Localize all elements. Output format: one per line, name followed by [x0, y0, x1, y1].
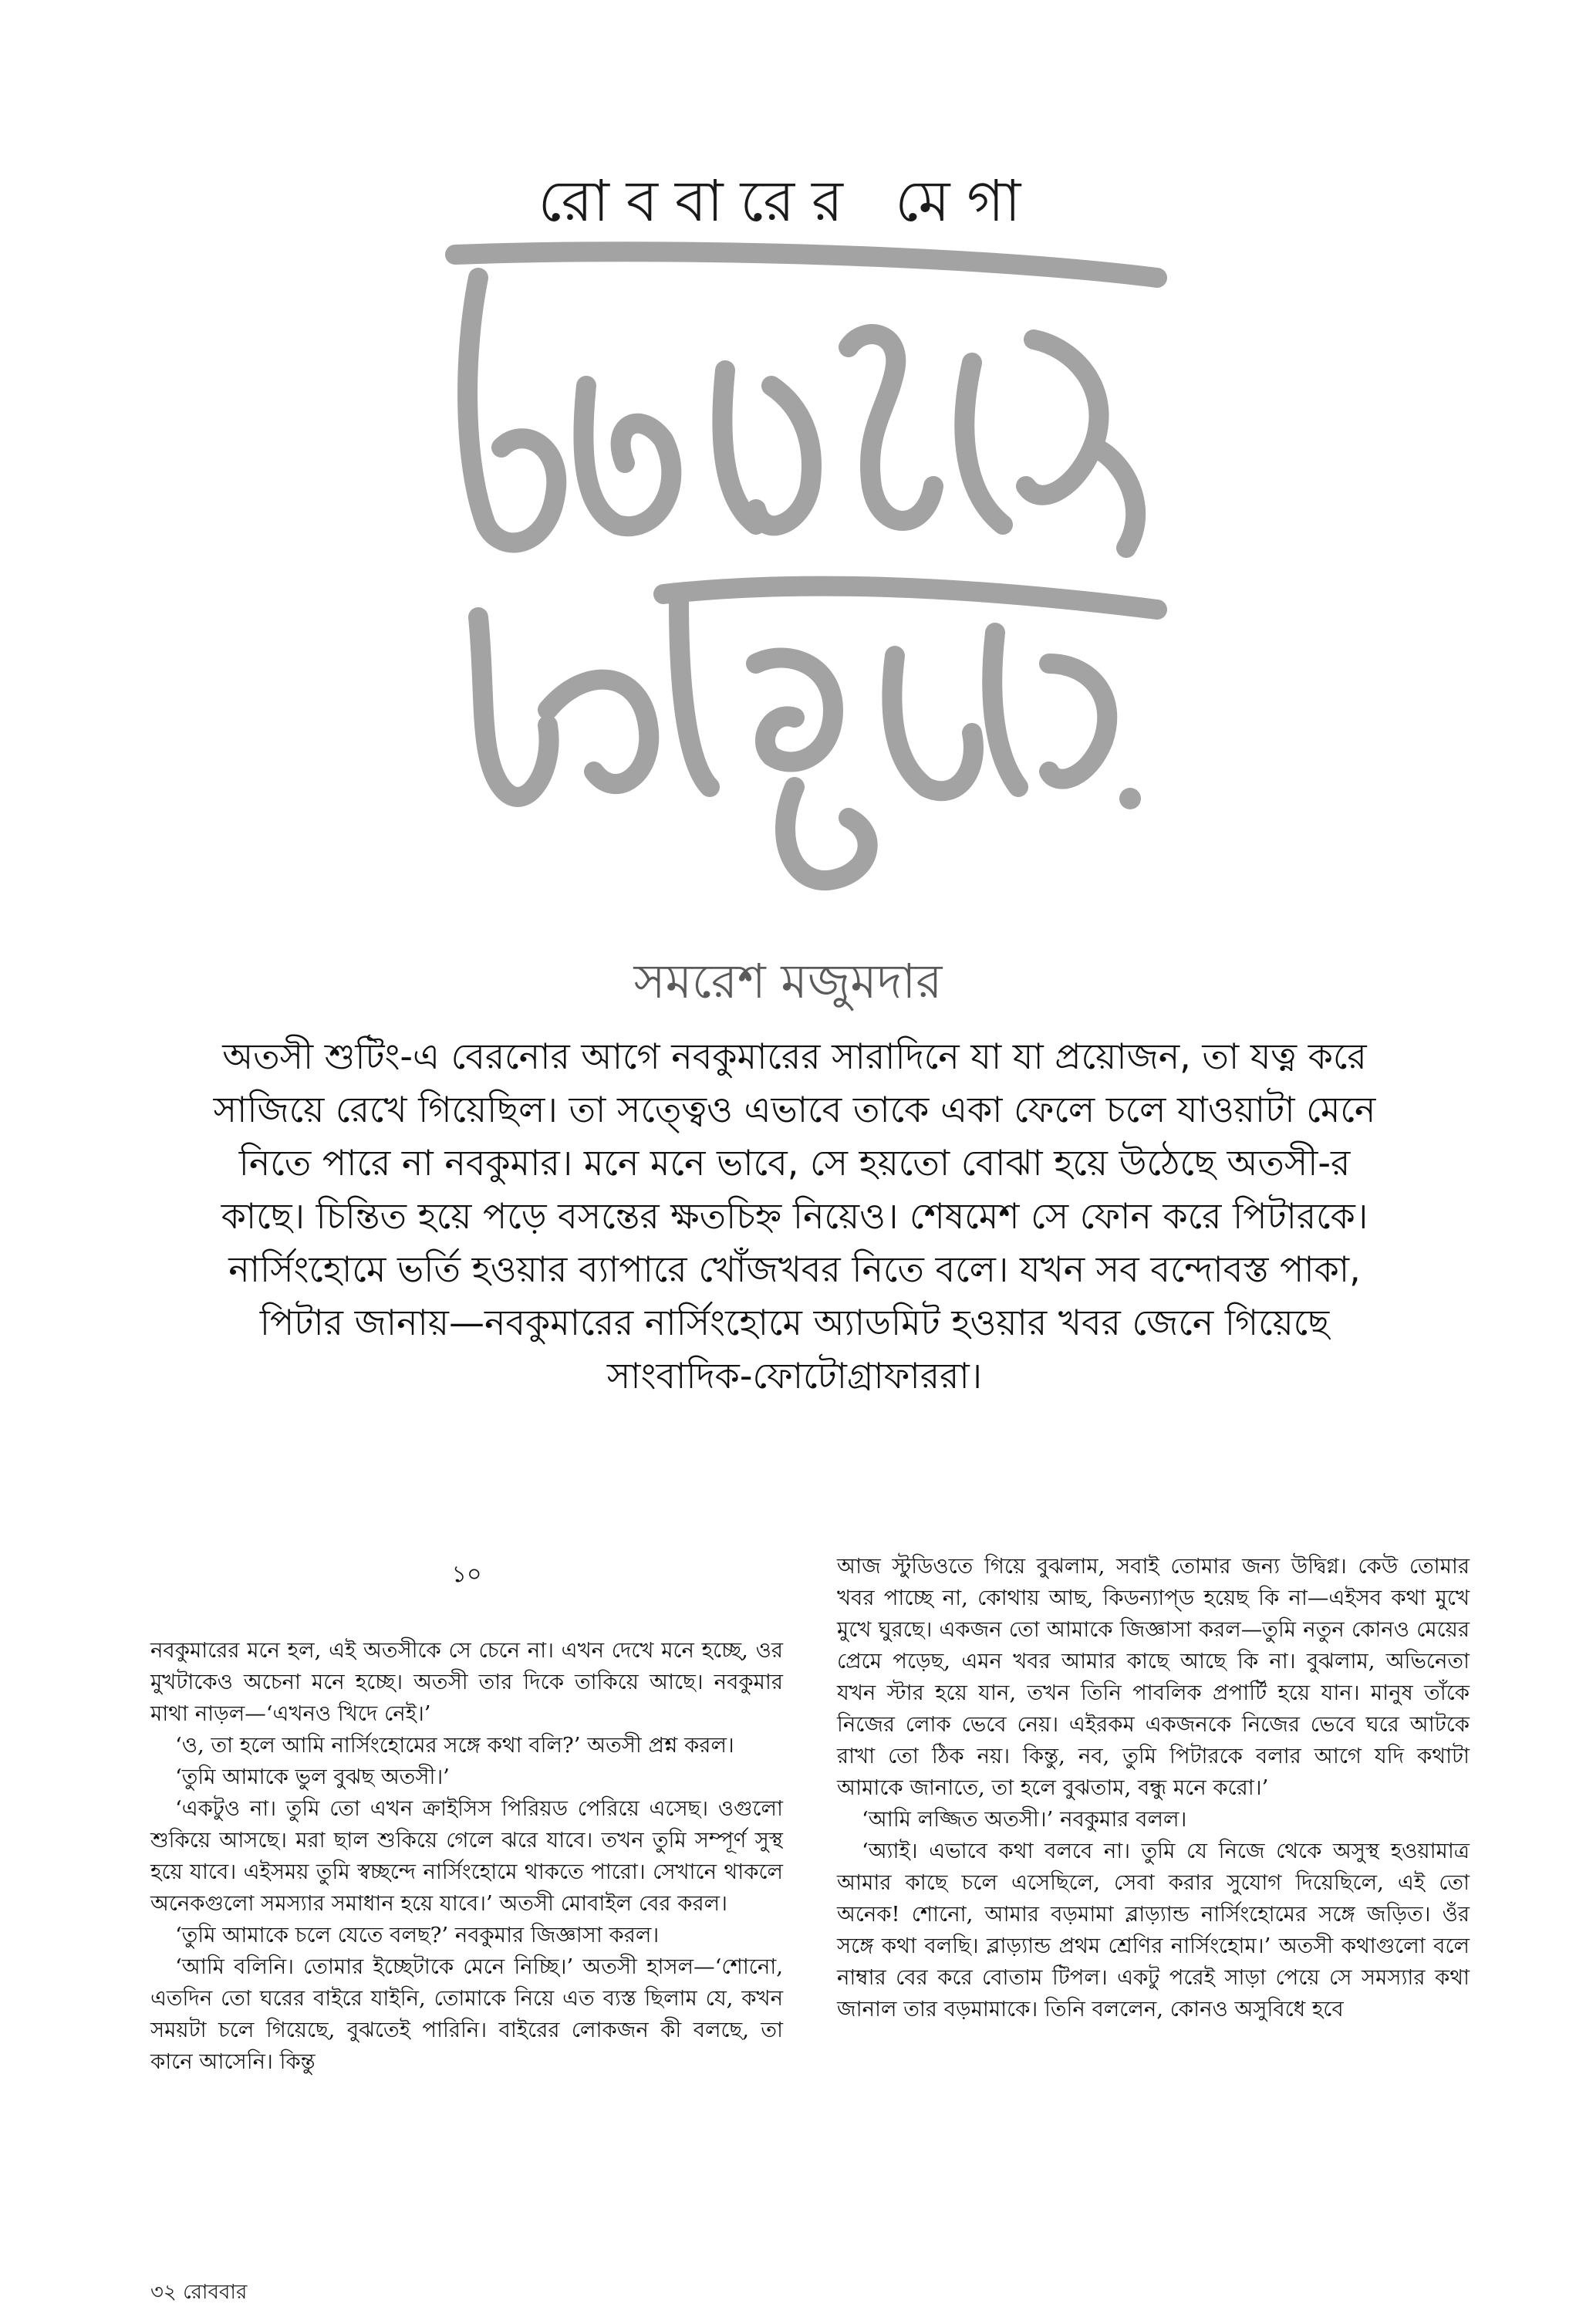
- paragraph: ‘আমি বলিনি। তোমার ইচ্ছেটাকে মেনে নিচ্ছি।’ অতসী হাসল—‘শোনো, এতদিন তো ঘরের বাইরে যাইনি, তোমাকে নিয়ে এত ব্যস্ত ছিলাম যে, কখন সময়টা চলে গিয়েছে, বুঝতেই পারিনি। বাইরের লোকজন কী বলছে, তা কানে আসেনি। কিন্তু: [150, 1954, 783, 2074]
- paragraph: ‘তুমি আমাকে চলে যেতে বলছ?’ নবকুমার জিজ্ঞাসা করল।: [175, 1923, 660, 1947]
- magazine-kicker: রোববারের মেগা: [538, 168, 1038, 235]
- title-calligraphy-svg: [432, 231, 1188, 910]
- author-name: সমরেশ মজুমদার: [633, 953, 943, 1009]
- left-text-column: [150, 1559, 783, 2078]
- story-blurb: অতসী শুটিং-এ বেরনোর আগে নবকুমারের সারাদিনে যা যা প্রয়োজন, তা যত্ন করে সাজিয়ে রেখে গিয়েছিল। তা সত্ত্বেও এভাবে তাকে একা ফেলে চলে যাওয়াটা মেনে নিতে পারে না নবকুমার। মনে মনে ভাবে, সে হয়তো বোঝা হয়ে উঠেছে অতসী-র কাছে। চিন্তিত হয়ে পড়ে বসন্তের ক্ষতচিহ্ন নিয়েও। শেষমেশ সে ফোন করে পিটারকে। নার্সিংহোমে ভর্তি হওয়ার ব্যাপারে খোঁজখবর নিতে বলে। যখন সব বন্দোবস্ত পাকা, পিটার জানায়—নবকুমারের নার্সিংহোমে অ্যাডমিট হওয়ার খবর জেনে গিয়েছে সাংবাদিক-ফোটোগ্রাফাররা।: [213, 1035, 1376, 1397]
- chapter-number: ১০: [451, 1561, 482, 1588]
- paragraph: নবকুমারের মনে হল, এই অতসীকে সে চেনে না। এখন দেখে মনে হচ্ছে, ওর মুখটাকেও অচেনা মনে হচ্ছে। অতসী তার দিকে তাকিয়ে আছে। নবকুমার মাথা নাড়ল—‘এখনও খিদে নেই।’: [150, 1638, 783, 1726]
- title-line-2: [432, 233, 433, 234]
- paragraph: ‘ও, তা হলে আমি নার্সিংহোমের সঙ্গে কথা বলি?’ অতসী প্রশ্ন করল।: [175, 1733, 734, 1758]
- paragraph: ‘আমি লজ্জিত অতসী।’ নবকুমার বলল।: [862, 1807, 1187, 1832]
- paragraph: ‘তুমি আমাকে ভুল বুঝছ অতসী।’: [175, 1765, 450, 1789]
- paragraph: ‘একটুও না। তুমি তো এখন ক্রাইসিস পিরিয়ড পেরিয়ে এসেছ। ওগুলো শুকিয়ে আসছে। মরা ছাল শুকিয়ে গেলে ঝরে যাবে। তখন তুমি সম্পূর্ণ সুস্থ হয়ে যাবে। এইসময় তুমি স্বচ্ছন্দে নার্সিংহোমে থাকতে পারো। সেখানে থাকলে অনেকগুলো সমস্যার সমাধান হয়ে যাবে।’ অতসী মোবাইল বের করল।: [150, 1796, 783, 1916]
- title-line-1: [432, 231, 433, 232]
- paragraph: আজ স্টুডিওতে গিয়ে বুঝলাম, সবাই তোমার জন্য উদ্বিগ্ন। কেউ তোমার খবর পাচ্ছে না, কোথায় আছ, কিডন্যাপ্‌ড হয়েছ কি না—এইসব কথা মুখে মুখে ঘুরছে। একজন তো আমাকে জিজ্ঞাসা করল—তুমি নতুন কোনও মেয়ের প্রেমে পড়েছ, এমন খবর আমার কাছে আছে কি না। বুঝলাম, অভিনেতা যখন স্টার হয়ে যান, তখন তিনি পাবলিক প্রপার্টি হয়ে যান। মানুষ তাঁকে নিজের লোক ভেবে নেয়। এইরকম একজনকে নিজের ভেবে ঘরে আটকে রাখা তো ঠিক নয়। কিন্তু, নব, তুমি পিটারকে বলার আগে যদি কথাটা আমাকে জানাতে, তা হলে বুঝতাম, বন্ধু মনে করো।’: [837, 1554, 1470, 1800]
- right-text-column: [837, 1551, 1470, 2025]
- page-folio: ৩২ রোববার: [150, 2281, 248, 2304]
- title-calligraphy: [432, 231, 1188, 910]
- paragraph: ‘অ্যাই। এভাবে কথা বলবে না। তুমি যে নিজে থেকে অসুস্থ হওয়ামাত্র আমার কাছে চলে এসেছিলে, সেবা করার সুযোগ দিয়েছিলে, এই তো অনেক! শোনো, আমার বড়মামা ব্লাড়্যান্ড নার্সিংহোমের সঙ্গে জড়িত। ওঁর সঙ্গে কথা বলছি। ব্লাড়্যান্ড প্রথম শ্রেণির নার্সিংহোম।’ অতসী কথাগুলো বলে নাম্বার বের করে বোতাম টিপল। একটু পরেই সাড়া পেয়ে সে সমস্যার কথা জানাল তার বড়মামাকে। তিনি বললেন, কোনও অসুবিধে হবে: [837, 1839, 1470, 2022]
